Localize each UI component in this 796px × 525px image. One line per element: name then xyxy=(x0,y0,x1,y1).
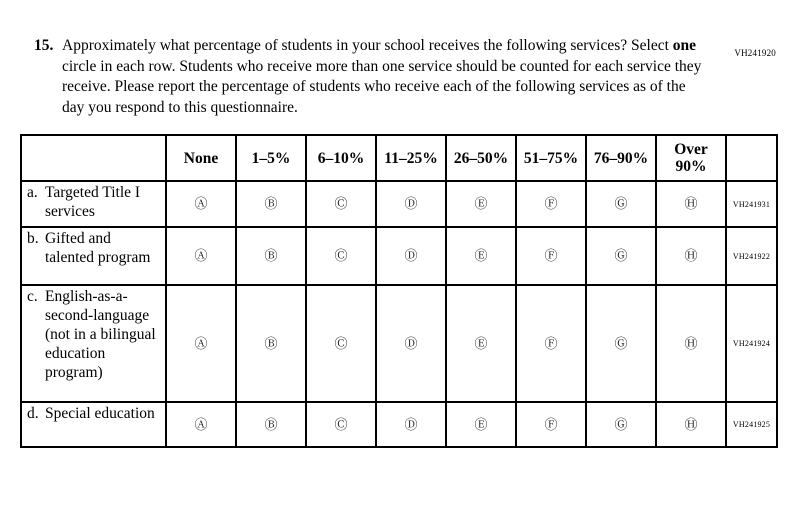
option-cell-1-5[interactable] xyxy=(236,402,306,447)
option-cell-1-5[interactable] xyxy=(236,181,306,227)
column-header-none: None xyxy=(166,135,236,181)
row-letter: d. xyxy=(27,405,39,423)
option-bubble-a[interactable]: Ⓐ xyxy=(194,197,208,213)
row-letter: b. xyxy=(27,230,39,248)
option-bubble-d[interactable]: Ⓓ xyxy=(404,417,418,433)
option-cell-over-90[interactable] xyxy=(656,227,726,285)
option-cell-6-10[interactable] xyxy=(306,402,376,447)
option-cell-26-50[interactable] xyxy=(446,227,516,285)
table-row-a xyxy=(21,181,777,227)
option-cell-76-90[interactable] xyxy=(586,285,656,402)
services-table xyxy=(20,134,778,448)
option-bubble-d[interactable]: Ⓓ xyxy=(404,197,418,213)
option-cell-51-75[interactable] xyxy=(516,227,586,285)
option-bubble-f[interactable]: Ⓕ xyxy=(544,249,558,265)
option-bubble-e[interactable]: Ⓔ xyxy=(474,197,488,213)
option-bubble-g[interactable]: Ⓖ xyxy=(614,249,628,265)
option-bubble-a[interactable]: Ⓐ xyxy=(194,417,208,433)
option-cell-6-10[interactable] xyxy=(306,227,376,285)
option-cell-over-90[interactable] xyxy=(656,285,726,402)
option-bubble-c[interactable]: Ⓒ xyxy=(334,336,348,352)
option-bubble-f[interactable]: Ⓕ xyxy=(544,197,558,213)
option-cell-26-50[interactable] xyxy=(446,181,516,227)
page-code: VH241920 xyxy=(734,48,776,58)
row-code: VH241931 xyxy=(726,181,777,227)
option-cell-over-90[interactable] xyxy=(656,402,726,447)
option-bubble-h[interactable]: Ⓗ xyxy=(684,197,698,213)
option-bubble-f[interactable]: Ⓕ xyxy=(544,417,558,433)
option-bubble-d[interactable]: Ⓓ xyxy=(404,336,418,352)
option-bubble-f[interactable]: Ⓕ xyxy=(544,336,558,352)
option-bubble-e[interactable]: Ⓔ xyxy=(474,336,488,352)
option-cell-26-50[interactable] xyxy=(446,285,516,402)
table-row-c xyxy=(21,285,777,402)
header-empty-cell xyxy=(21,135,166,181)
option-bubble-h[interactable]: Ⓗ xyxy=(684,249,698,265)
question-text-part1: Approximately what percentage of students in your school receives the following services? Select xyxy=(62,37,673,54)
option-cell-none[interactable] xyxy=(166,285,236,402)
option-cell-76-90[interactable] xyxy=(586,181,656,227)
row-code: VH241922 xyxy=(726,227,777,285)
table-row-d xyxy=(21,402,777,447)
option-bubble-e[interactable]: Ⓔ xyxy=(474,249,488,265)
row-label xyxy=(27,184,162,222)
question-text xyxy=(62,36,704,118)
option-cell-none[interactable] xyxy=(166,402,236,447)
column-header-6-10: 6–10% xyxy=(306,135,376,181)
row-label-text: English-as-a-second-language (not in a bilingual education program) xyxy=(45,288,156,382)
option-cell-11-25[interactable] xyxy=(376,227,446,285)
question-bold-word: one xyxy=(672,37,697,54)
option-cell-11-25[interactable] xyxy=(376,181,446,227)
row-code: VH241925 xyxy=(726,402,777,447)
option-bubble-b[interactable]: Ⓑ xyxy=(264,197,278,213)
option-bubble-h[interactable]: Ⓗ xyxy=(684,336,698,352)
row-code: VH241924 xyxy=(726,285,777,402)
option-bubble-a[interactable]: Ⓐ xyxy=(194,249,208,265)
option-bubble-a[interactable]: Ⓐ xyxy=(194,336,208,352)
option-bubble-g[interactable]: Ⓖ xyxy=(614,336,628,352)
row-label xyxy=(27,405,162,424)
question-text-part2: circle in each row. Students who receive more than one service should be counted for each service they receive. Please report the percentage of students who receive each of the following services as of the day you respond to this questionnaire. xyxy=(62,57,702,116)
option-cell-none[interactable] xyxy=(166,227,236,285)
row-label xyxy=(27,288,162,383)
column-header-76-90: 76–90% xyxy=(586,135,656,181)
question-number: 15. xyxy=(34,37,54,54)
option-cell-6-10[interactable] xyxy=(306,181,376,227)
row-label-text: Gifted and talented program xyxy=(45,230,151,267)
row-label xyxy=(27,230,162,268)
table-row-b xyxy=(21,227,777,285)
row-label-text: Targeted Title I services xyxy=(45,184,141,221)
option-cell-over-90[interactable] xyxy=(656,181,726,227)
option-bubble-e[interactable]: Ⓔ xyxy=(474,417,488,433)
option-bubble-c[interactable]: Ⓒ xyxy=(334,249,348,265)
option-cell-6-10[interactable] xyxy=(306,285,376,402)
column-header-26-50: 26–50% xyxy=(446,135,516,181)
option-cell-51-75[interactable] xyxy=(516,181,586,227)
row-letter: c. xyxy=(27,288,38,306)
option-cell-1-5[interactable] xyxy=(236,227,306,285)
option-bubble-c[interactable]: Ⓒ xyxy=(334,417,348,433)
option-cell-51-75[interactable] xyxy=(516,402,586,447)
header-code-empty-cell xyxy=(726,135,777,181)
option-bubble-c[interactable]: Ⓒ xyxy=(334,197,348,213)
option-bubble-h[interactable]: Ⓗ xyxy=(684,417,698,433)
column-header-over-90: Over 90% xyxy=(656,135,726,181)
option-bubble-b[interactable]: Ⓑ xyxy=(264,417,278,433)
option-bubble-g[interactable]: Ⓖ xyxy=(614,417,628,433)
option-cell-11-25[interactable] xyxy=(376,402,446,447)
column-header-11-25: 11–25% xyxy=(376,135,446,181)
option-cell-none[interactable] xyxy=(166,181,236,227)
option-cell-76-90[interactable] xyxy=(586,402,656,447)
option-cell-76-90[interactable] xyxy=(586,227,656,285)
option-cell-26-50[interactable] xyxy=(446,402,516,447)
header-row xyxy=(21,135,777,181)
option-bubble-b[interactable]: Ⓑ xyxy=(264,249,278,265)
column-header-1-5: 1–5% xyxy=(236,135,306,181)
option-bubble-d[interactable]: Ⓓ xyxy=(404,249,418,265)
row-letter: a. xyxy=(27,184,38,202)
column-header-51-75: 51–75% xyxy=(516,135,586,181)
option-cell-51-75[interactable] xyxy=(516,285,586,402)
option-bubble-b[interactable]: Ⓑ xyxy=(264,336,278,352)
option-bubble-g[interactable]: Ⓖ xyxy=(614,197,628,213)
row-label-text: Special education xyxy=(45,405,155,423)
question-15 xyxy=(34,36,796,118)
option-cell-1-5[interactable] xyxy=(236,285,306,402)
option-cell-11-25[interactable] xyxy=(376,285,446,402)
